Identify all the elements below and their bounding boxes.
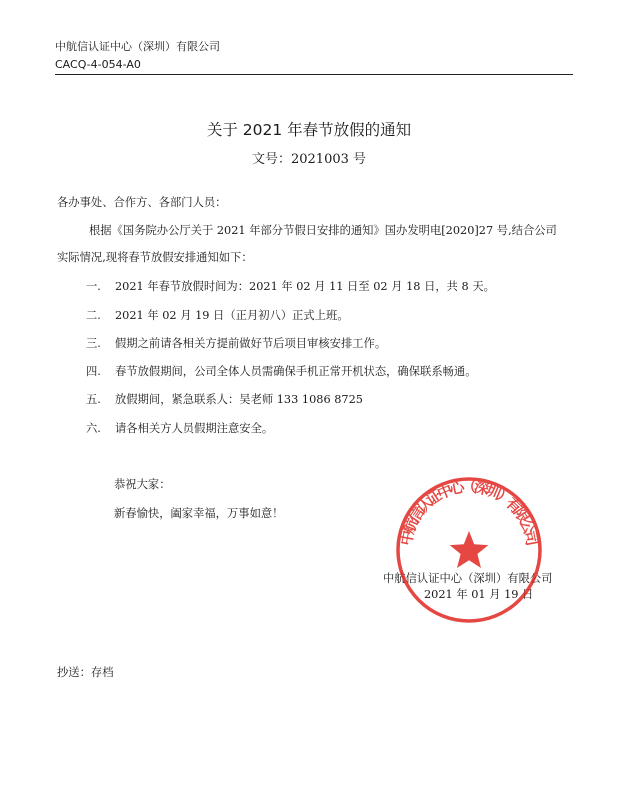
page-title: 关于 2021 年春节放假的通知 [206,121,412,139]
signature-date: 2021 年 01 月 19 日 [424,588,534,601]
closing-wishes: 新春愉快，阖家幸福，万事如意！ [114,507,284,520]
item-text: 2021 年 02 月 19 日（正月初八）正式上班。 [115,309,349,322]
seal-star-icon [450,531,489,568]
item-text: 请各相关方人员假期注意安全。 [115,422,274,435]
header-divider [55,74,573,75]
list-item [86,307,349,323]
item-number: 四. [86,365,101,378]
list-item [86,335,386,351]
item-text: 假期之前请各相关方提前做好节后项目审核安排工作。 [115,337,387,350]
item-text: 放假期间，紧急联系人：吴老师 133 1086 8725 [115,393,363,406]
header-doc-code: CACQ-4-054-A0 [55,58,141,71]
list-item [86,278,495,294]
salutation: 各办事处、合作方、各部门人员： [57,196,227,209]
seal-text: 中航信认证中心（深圳）有限公司 [396,477,542,548]
company-seal [394,475,544,625]
item-number: 五. [86,393,101,406]
item-number: 一. [86,280,101,293]
closing-regards: 恭祝大家： [114,478,171,491]
header-company: 中航信认证中心（深圳）有限公司 [55,40,220,53]
list-item [86,391,363,407]
item-number: 六. [86,422,101,435]
list-item [86,363,477,379]
document-number: 文号：2021003 号 [251,152,367,167]
intro-line-2: 实际情况,现将春节放假安排通知如下： [57,251,253,264]
list-item [86,420,273,436]
item-number: 二. [86,309,101,322]
item-text: 春节放假期间，公司全体人员需确保手机正常开机状态，确保联系畅通。 [115,365,477,378]
signature-company: 中航信认证中心（深圳）有限公司 [383,572,553,585]
item-number: 三. [86,337,101,350]
cc-line: 抄送：存档 [57,666,114,679]
intro-line-1: 根据《国务院办公厅关于 2021 年部分节假日安排的通知》国办发明电[2020]27 号,结合公司 [89,224,557,237]
item-text: 2021 年春节放假时间为：2021 年 02 月 11 日至 02 月 18 日，共 8 天。 [115,280,495,293]
